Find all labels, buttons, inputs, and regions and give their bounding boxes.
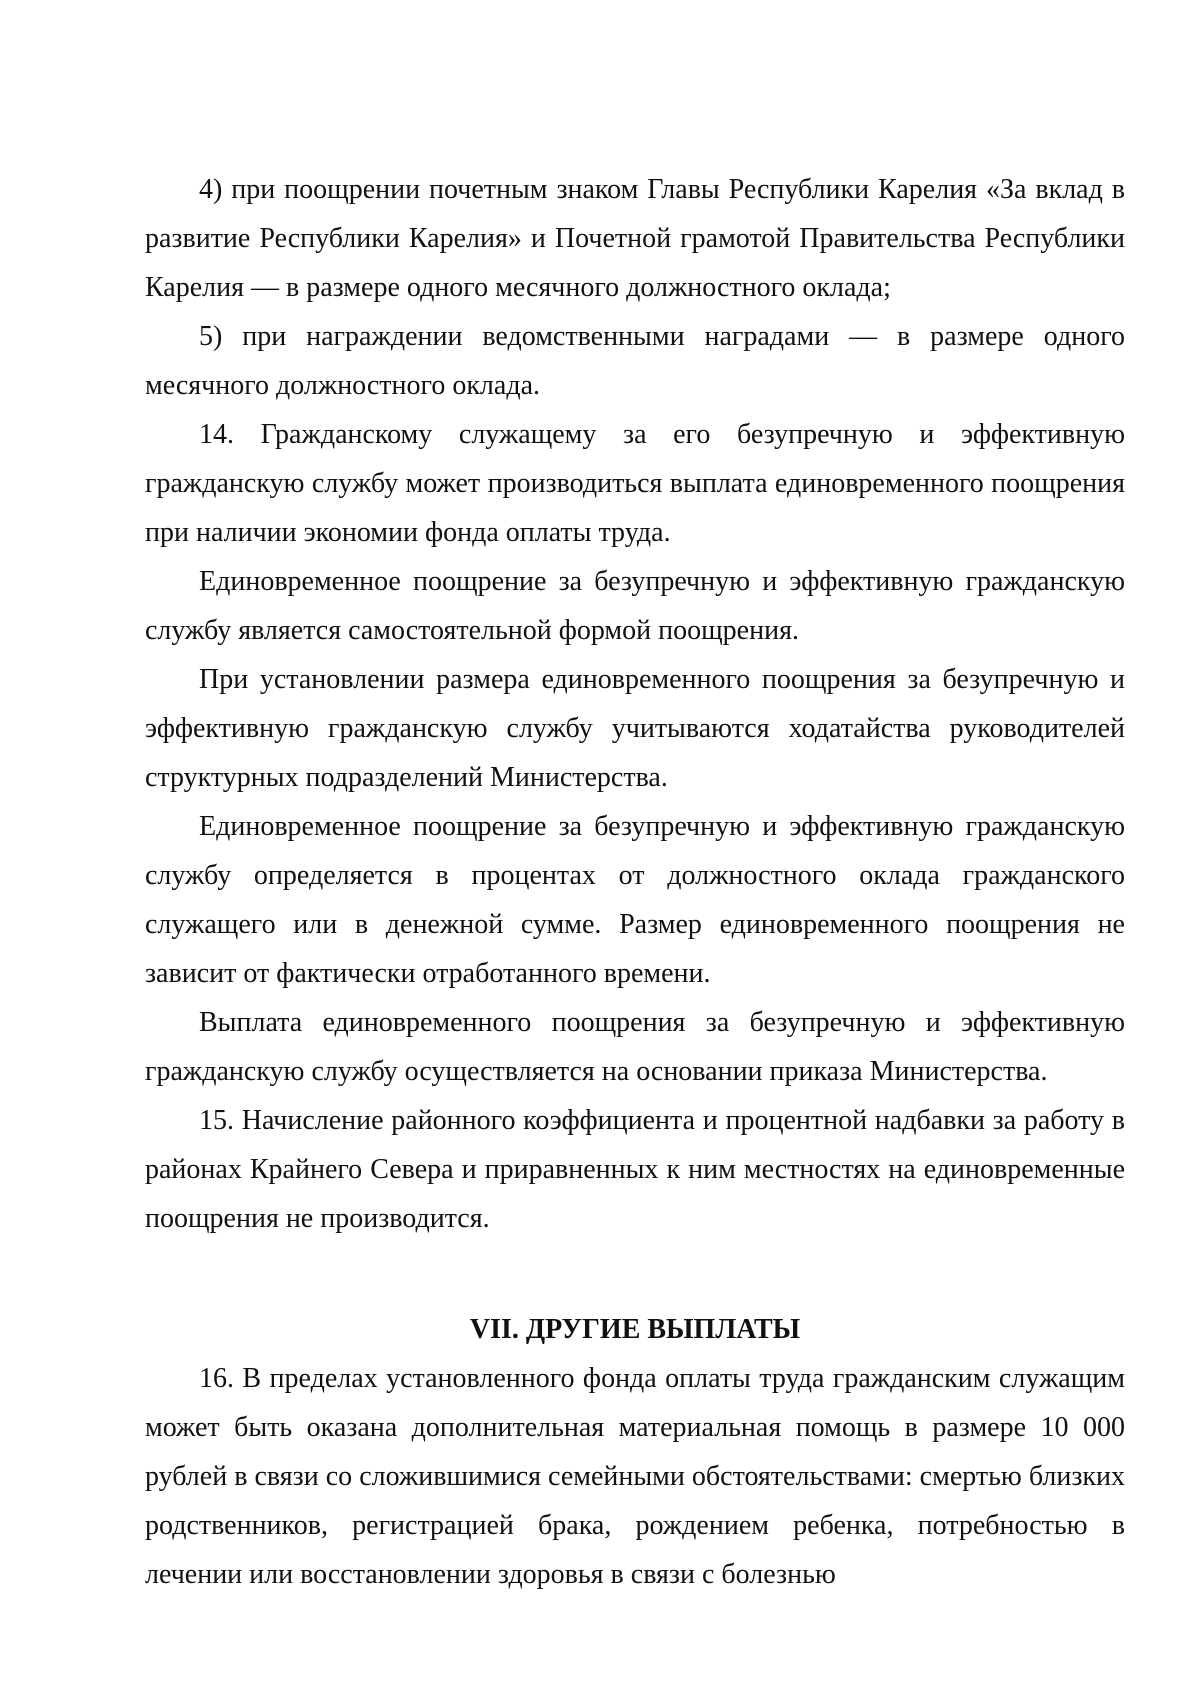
paragraph-clause-16: 16. В пределах установленного фонда оплаты труда гражданским служащим может быть оказана дополнительная материальная помощь в размере 10 000 рублей в связи со сложившимися семейными обстоятельствами: смертью близких родственников, регистрацией брака, рождением ребенка, потребностью в лечении или восстановлении здоровья в связи с болезнью [145,1363,1125,1590]
paragraph-one-time-bonus-form: Единовременное поощрение за безупречную и эффективную гражданскую службу является самостоятельной формой поощрения. [145,566,1125,646]
paragraph-bonus-payment-order: Выплата единовременного поощрения за безупречную и эффективную гражданскую службу осуществляется на основании приказа Министерства. [145,1007,1125,1087]
paragraph-clause-15: 15. Начисление районного коэффициента и процентной надбавки за работу в районах Крайнего Севера и приравненных к ним местностях на единовременные поощрения не производится. [145,1105,1125,1234]
paragraph-clause-14: 14. Гражданскому служащему за его безупречную и эффективную гражданскую службу может производиться выплата единовременного поощрения при наличии экономии фонда оплаты труда. [145,419,1125,548]
paragraph-bonus-percent-or-sum: Единовременное поощрение за безупречную и эффективную гражданскую службу определяется в процентах от должностного оклада гражданского служащего или в денежной сумме. Размер единовременного поощрения не зависит от фактически отработанного времени. [145,811,1125,989]
paragraph-item-4-award-badge: 4) при поощрении почетным знаком Главы Республики Карелия «За вклад в развитие Республики Карелия» и Почетной грамотой Правительства Республики Карелия — в размере одного месячного должностного оклада; [145,174,1125,303]
section-title: VII. ДРУГИЕ ВЫПЛАТЫ [469,1314,801,1345]
paragraph-item-5-departmental-awards: 5) при награждении ведомственными наградами — в размере одного месячного должностного оклада. [145,321,1125,401]
paragraph-bonus-size-petitions: При установлении размера единовременного поощрения за безупречную и эффективную гражданскую службу учитываются ходатайства руководителей структурных подразделений Министерства. [145,664,1125,793]
document-body [145,165,1125,1599]
